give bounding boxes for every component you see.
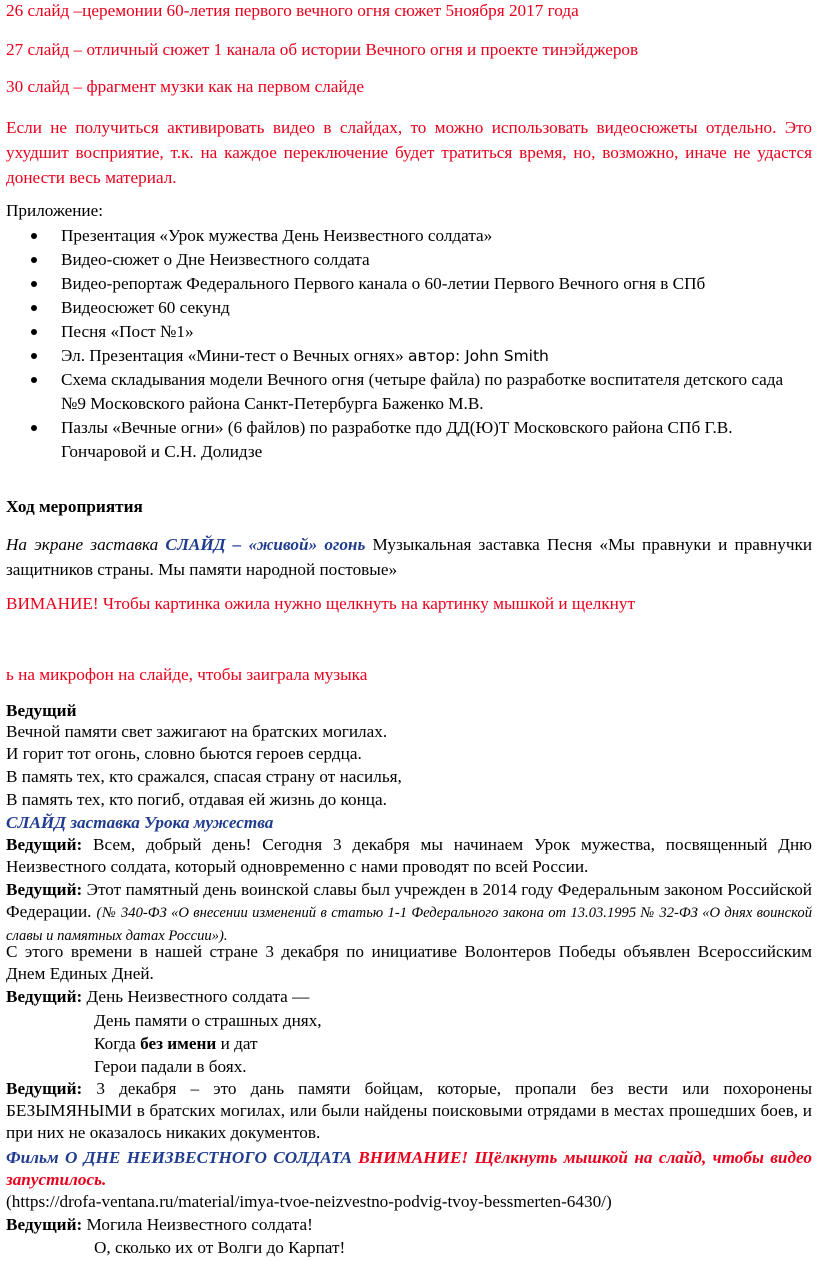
speaker-label: Ведущий <box>6 701 77 720</box>
note-slide-27: 27 слайд – отличный сюжет 1 канала об истории Вечного огня и проекте тинэйджеров <box>6 40 639 59</box>
note-video-fallback: Если не получиться активировать видео в слайдах, то можно использовать видеосюжеты отдельно. Это ухудшит восприятие, т.к. на каждое переключение будет тратиться время, но, возможно, иначе не удастся донести весь материал. <box>6 118 812 187</box>
appendix-item: Видеосюжет 60 секунд <box>0 296 812 320</box>
poem-line: В память тех, кто погиб, отдавая ей жизнь до конца. <box>6 790 387 809</box>
poem-line: Вечной памяти свет зажигают на братских могилах. <box>6 722 388 741</box>
appendix-item: Схема складывания модели Вечного огня (четыре файла) по разработке воспитателя детского сада №9 Московского района Санкт-Петербурга Баженко М.В. <box>0 368 812 416</box>
poem-line: О, сколько их от Волги до Карпат! <box>94 1238 346 1257</box>
speaker-poem-start: Ведущий: День Неизвестного солдата — <box>6 987 310 1006</box>
film-instruction: Фильм О ДНЕ НЕИЗВЕСТНОГО СОЛДАТА ВНИМАНИЕ! Щёлкнуть мышкой на слайд, чтобы видео запустилось. <box>6 1148 813 1189</box>
appendix-item: Пазлы «Вечные огни» (6 файлов) по разработке пдо ДД(Ю)Т Московского района СПб Г.В. Гончаровой и С.Н. Долидзе <box>0 416 812 464</box>
warning-click-picture: ВИМАНИЕ! Чтобы картинка ожила нужно щелкнуть на картинку мышкой и щелкнут <box>6 594 635 613</box>
appendix-item: Песня «Пост №1» <box>0 320 812 344</box>
poem-line: В память тех, кто сражался, спасая страну от насилья, <box>6 767 402 786</box>
poem-line: И горит тот огонь, словно бьются героев сердца. <box>6 744 362 763</box>
warning-click-microphone: ь на микрофон на слайде, чтобы заиграла музыка <box>6 665 368 684</box>
film-link[interactable]: (https://drofa-ventana.ru/material/imya-tvoe-neizvestno-podvig-tvoy-bessmerten-6430/) <box>6 1192 612 1211</box>
note-slide-26: 26 слайд –церемонии 60-летия первого вечного огня сюжет 5ноября 2017 года <box>6 1 579 20</box>
paragraph-volunteers: С этого времени в нашей стране 3 декабря по инициативе Волонтеров Победы объявлен Всероссийским Днем Единых Дней. <box>6 942 812 983</box>
slide-live-fire: СЛАЙД – «живой» огонь <box>165 535 366 554</box>
appendix-item: Видео-репортаж Федерального Первого канала о 60-летии Первого Вечного огня в СПб <box>0 272 812 296</box>
appendix-item: Презентация «Урок мужества День Неизвестного солдата» <box>0 224 812 248</box>
appendix-list <box>0 224 812 464</box>
law-reference: (№ 340-ФЗ «О внесении изменений в статью 1-1 Федерального закона от 13.03.1995 № 32-ФЗ «О днях воинской славы и памятных датах России»). <box>6 905 812 944</box>
appendix-item: Эл. Презентация «Мини-тест о Вечных огнях» автор: John Smith <box>0 344 812 368</box>
speaker-paragraph-1: Ведущий: Всем, добрый день! Сегодня 3 декабря мы начинаем Урок мужества, посвященный Дню Неизвестного солдата, который одновременно с нами проводят по всей России. <box>6 835 812 876</box>
appendix-heading: Приложение: <box>6 201 104 220</box>
event-heading: Ход мероприятия <box>6 497 143 516</box>
note-slide-30: 30 слайд – фрагмент музки как на первом слайде <box>6 77 364 96</box>
speaker-paragraph-2: Ведущий: Этот памятный день воинской славы был учрежден в 2014 году Федеральным законом Российской Федерации. (№ 340-ФЗ «О внесении изменений в статью 1-1 Федерального закона от 13.03.1995 № 32-ФЗ «О днях воинской славы и памятных датах России»). <box>6 880 812 944</box>
screen-intro-paragraph: На экране заставка СЛАЙД – «живой» огонь Музыкальная заставка Песня «Мы правнуки и правнучки защитников страны. Мы памяти народной постовые» <box>6 535 813 579</box>
poem-line: Герои падали в боях. <box>94 1057 247 1076</box>
appendix-item: Видео-сюжет о Дне Неизвестного солдата <box>0 248 812 272</box>
speaker-paragraph-5: Ведущий: Могила Неизвестного солдата! <box>6 1215 313 1234</box>
slide-lesson-intro: СЛАЙД заставка Урока мужества <box>6 813 274 832</box>
author-note: автор: John Smith <box>407 347 549 365</box>
poem-line: День памяти о страшных днях, <box>94 1011 322 1030</box>
poem-line: Когда без имени и дат <box>94 1034 258 1053</box>
speaker-paragraph-4: Ведущий: 3 декабря – это дань памяти бойцам, которые, пропали без вести или похоронены БЕЗЫМЯНЫМИ в братских могилах, или были найдены поисковыми отрядами в местах прошедших боев, и при них не оказалось никаких документов. <box>6 1079 813 1142</box>
